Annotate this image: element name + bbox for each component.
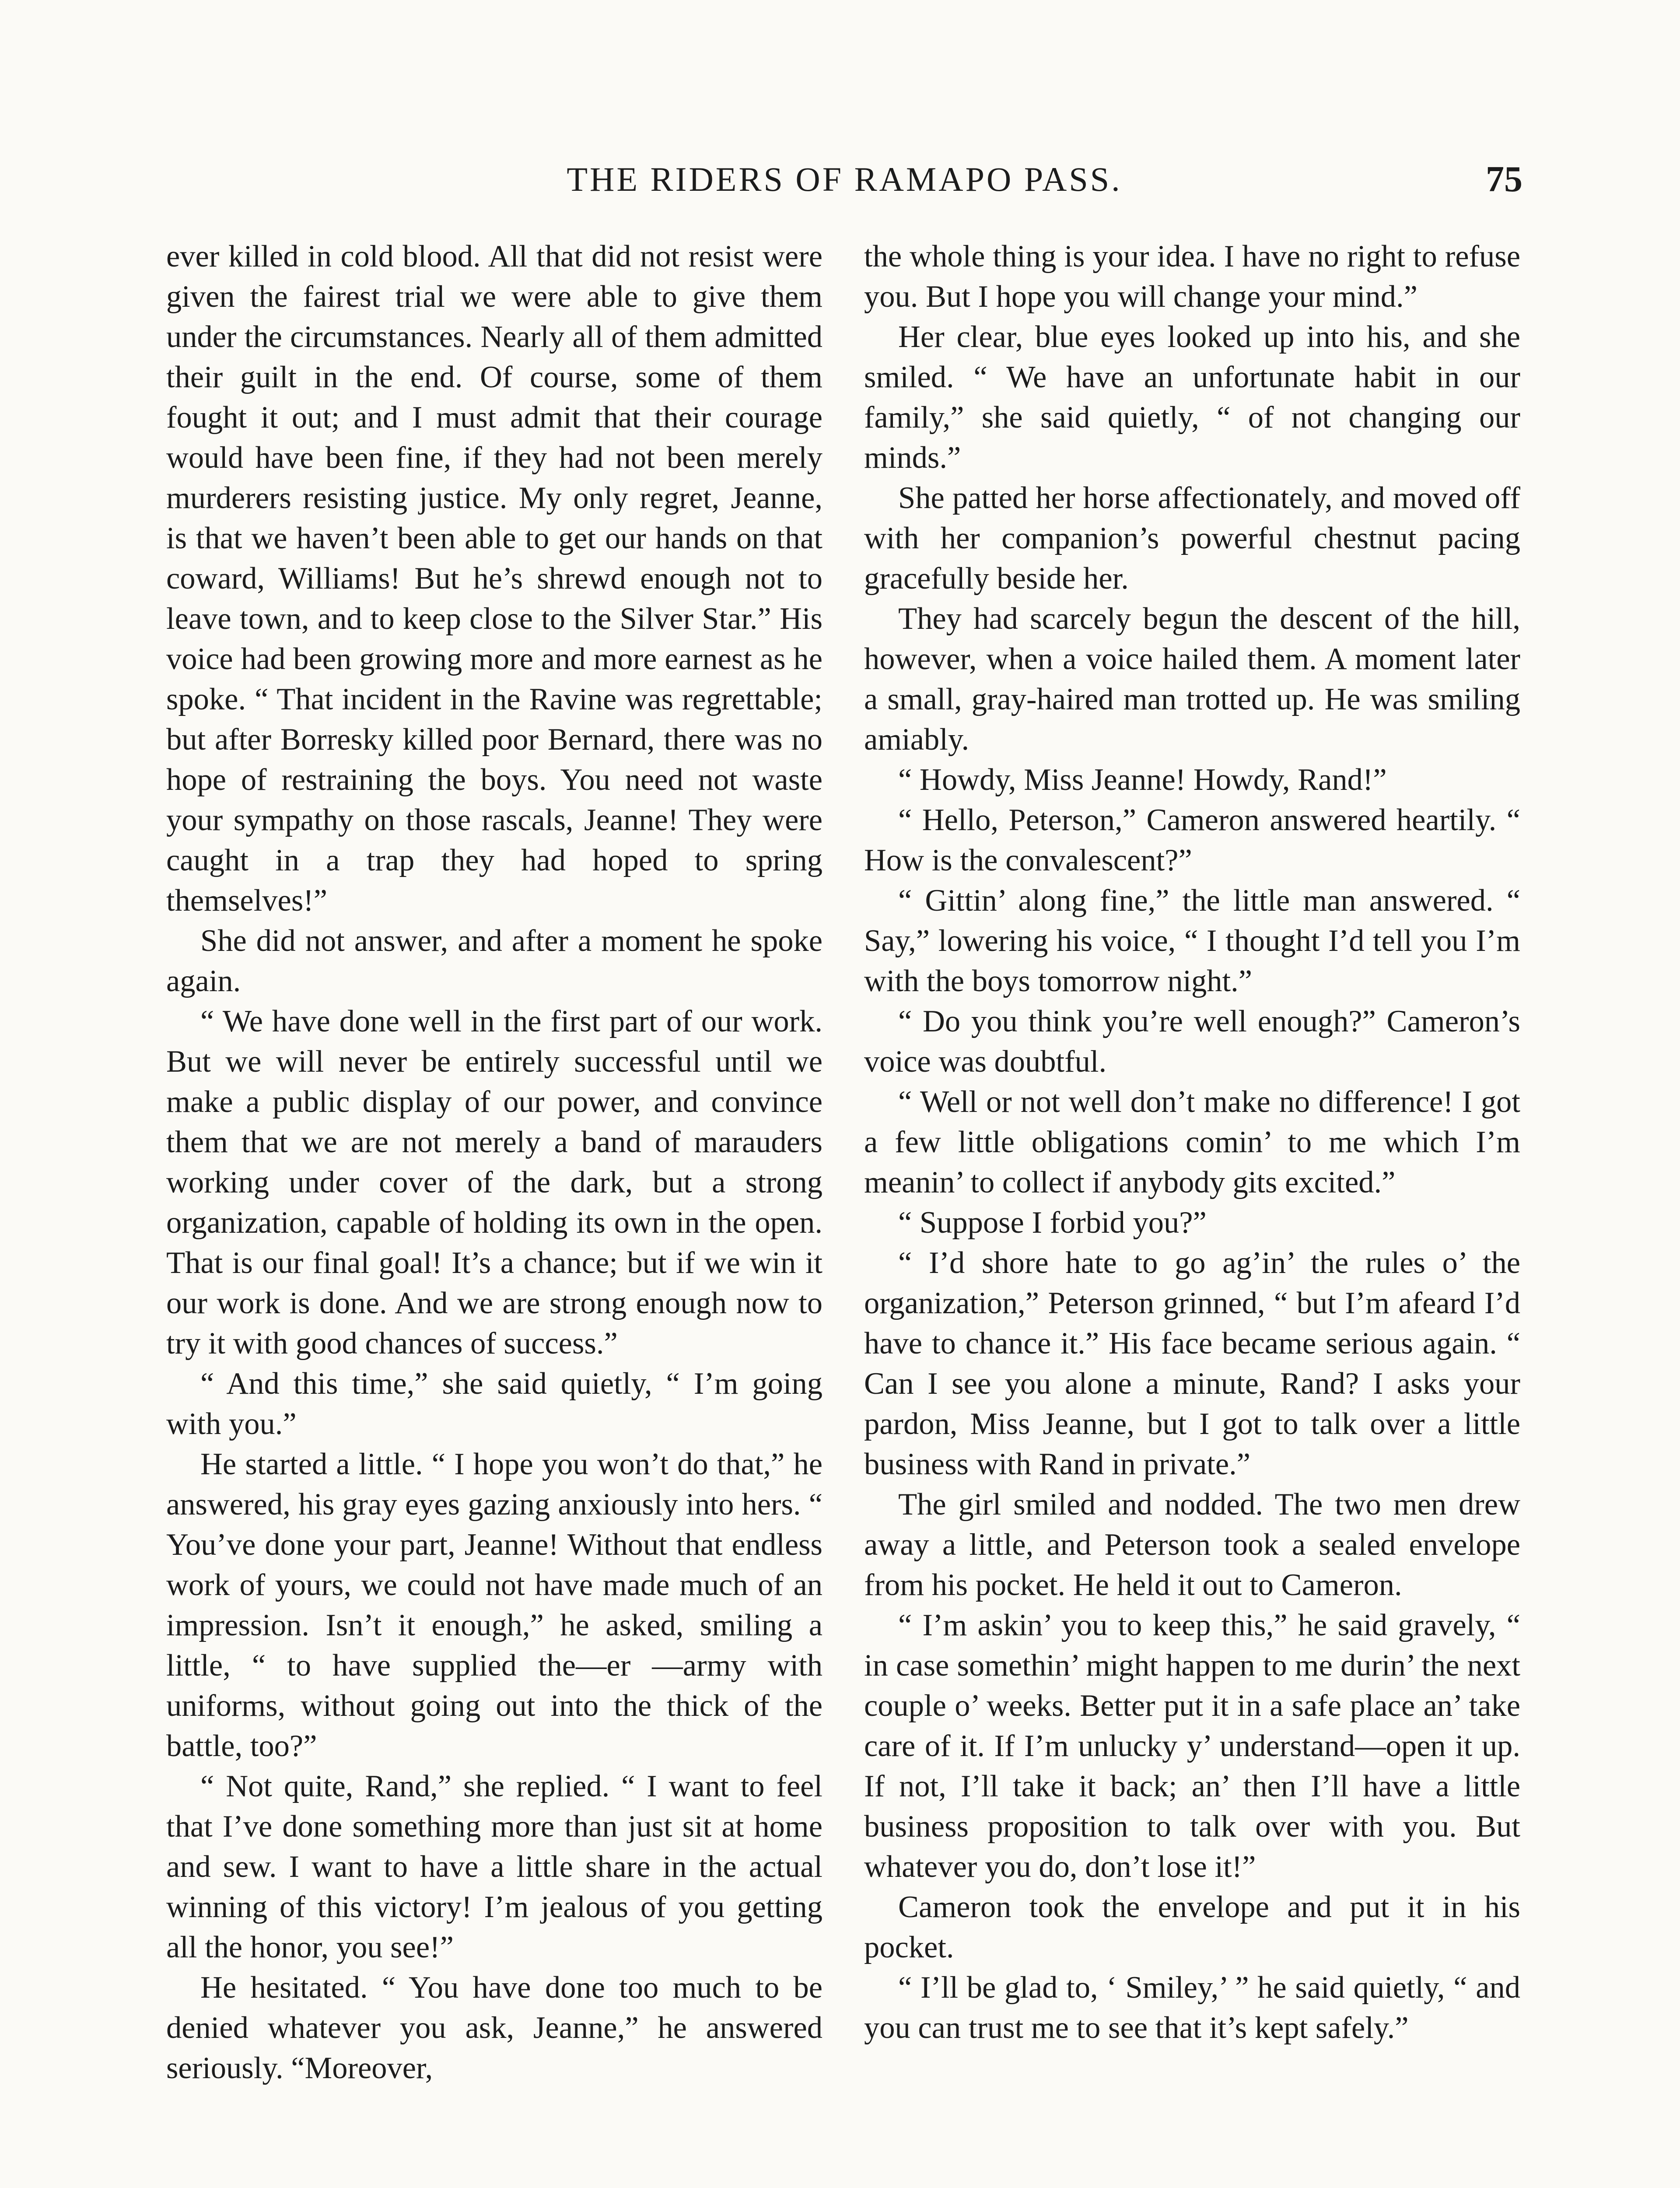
paragraph: “ We have done well in the first part of our work. But we will never be entirely successful until we make a public display of our power, and convince them that we are not merely a band of marauders working under cover of the dark, but a strong organization, capable of holding its own in the open. That is our final goal! It’s a chance; but if we win it our work is done. And we are strong enough now to try it with good chances of success.”	[166, 1004, 822, 1360]
paragraph: ever killed in cold blood. All that did not resist were given the fairest trial we were able to give them under the circumstances. Nearly all of them admitted their guilt in the end. Of course, some of them fought it out; and I must admit that their courage would have been fine, if they had not been merely murderers resisting justice. My only regret, Jeanne, is that we haven’t been able to get our hands on that coward, Williams! But he’s shrewd enough not to leave town, and to keep close to the Silver Star.” His voice had been growing more and more earnest as he spoke. “ That incident in the Ravine was regrettable; but after Borresky killed poor Bernard, there was no hope of restraining the boys. You need not waste your sympathy on those rascals, Jeanne! They were caught in a trap they had hoped to spring themselves!”	[166, 239, 822, 918]
paragraph: They had scarcely begun the descent of the hill, however, when a voice hailed them. A moment later a small, gray-haired man trotted up. He was smiling amiably.	[864, 602, 1520, 757]
paragraph: “ Suppose I forbid you?”	[898, 1206, 1207, 1240]
paragraph: “ Hello, Peterson,” Cameron answered heartily. “ How is the convalescent?”	[864, 803, 1520, 877]
running-title: THE RIDERS OF RAMAPO PASS.	[567, 160, 1122, 198]
paragraph: He started a little. “ I hope you won’t do that,” he answered, his gray eyes gazing anxiously into hers. “ You’ve done your part, Jeanne! Without that endless work of yours, we could not have made much of an impression. Isn’t it enough,” he asked, smiling a little, “ to have supplied the—er —army with uniforms, without going out into the thick of the battle, too?”	[166, 1447, 822, 1763]
running-head	[166, 155, 1522, 203]
paragraph: The girl smiled and nodded. The two men drew away a little, and Peterson took a sealed envelope from his pocket. He held it out to Cameron.	[864, 1487, 1520, 1602]
page-number: 75	[1486, 159, 1522, 200]
paragraph: “ Do you think you’re well enough?” Cameron’s voice was doubtful.	[864, 1004, 1520, 1079]
paragraph: “ Well or not well don’t make no difference! I got a few little obligations comin’ to me which I’m meanin’ to collect if anybody gits excited.”	[864, 1085, 1520, 1199]
paragraph: “ And this time,” she said quietly, “ I’m going with you.”	[166, 1367, 822, 1441]
paragraph: “ I’m askin’ you to keep this,” he said gravely, “ in case somethin’ might happen to me durin’ the next couple o’ weeks. Better put it in a safe place an’ take care of it. If I’m unlucky y’ understand—open it up. If not, I’ll take it back; an’ then I’ll have a little business proposition to talk over with you. But whatever you do, don’t lose it!”	[864, 1608, 1520, 1884]
paragraph: Her clear, blue eyes looked up into his, and she smiled. “ We have an unfortunate habit in our family,” she said quietly, “ of not changing our minds.”	[864, 320, 1520, 475]
text-column-left	[166, 236, 822, 2088]
paragraph: “ Gittin’ along fine,” the little man answered. “ Say,” lowering his voice, “ I thought I’d tell you I’m with the boys tomorrow night.”	[864, 884, 1520, 998]
paragraph: “ I’ll be glad to, ‘ Smiley,’ ” he said quietly, “ and you can trust me to see that it’s kept safely.”	[864, 1971, 1520, 2045]
paragraph: Cameron took the envelope and put it in his pocket.	[864, 1890, 1520, 1964]
paragraph: She did not answer, and after a moment he spoke again.	[166, 924, 822, 998]
paragraph: She patted her horse affectionately, and moved off with her companion’s powerful chestnut pacing gracefully beside her.	[864, 481, 1520, 596]
paragraph: “ Not quite, Rand,” she replied. “ I want to feel that I’ve done something more than just sit at home and sew. I want to have a little share in the actual winning of this victory! I’m jealous of you getting all the honor, you see!”	[166, 1769, 822, 1964]
paragraph: He hesitated. “ You have done too much to be denied whatever you ask, Jeanne,” he answered seriously. “Moreover,	[166, 1971, 822, 2085]
text-column-right	[864, 236, 1520, 2048]
paragraph: “ Howdy, Miss Jeanne! Howdy, Rand!”	[898, 763, 1387, 797]
paragraph: “ I’d shore hate to go ag’in’ the rules o’ the organization,” Peterson grinned, “ but I’m afeard I’d have to chance it.” His face became serious again. “ Can I see you alone a minute, Rand? I asks your pardon, Miss Jeanne, but I got to talk over a little business with Rand in private.”	[864, 1246, 1520, 1481]
paragraph: the whole thing is your idea. I have no right to refuse you. But I hope you will change your mind.”	[864, 239, 1520, 314]
